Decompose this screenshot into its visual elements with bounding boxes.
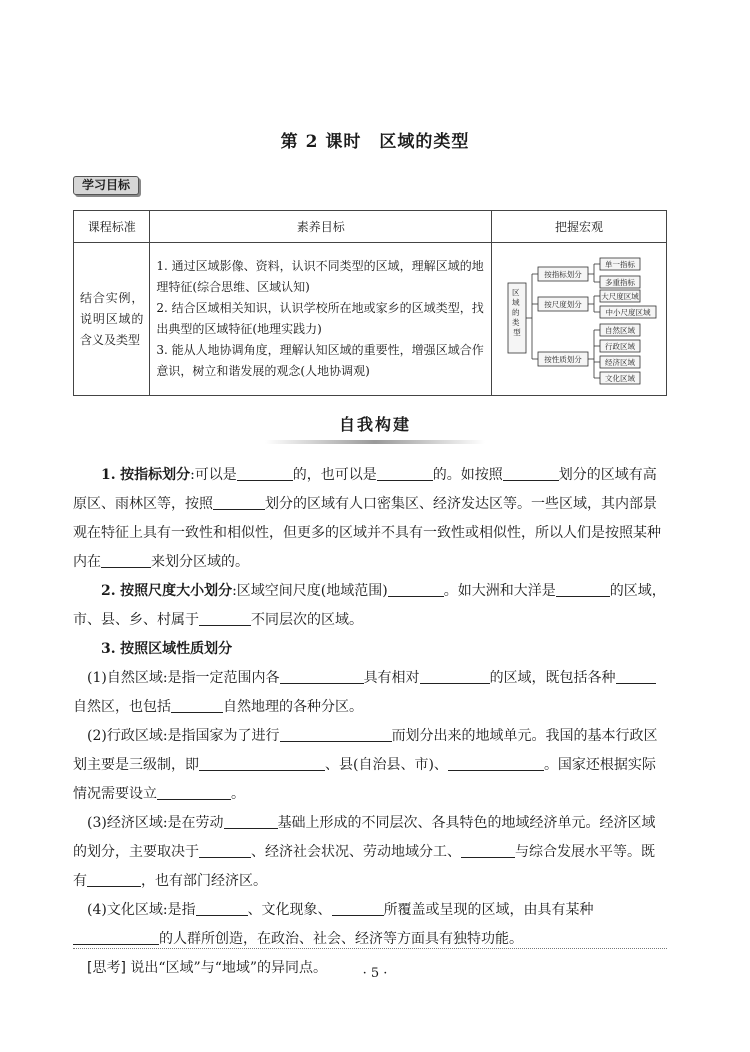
lesson-topic: 区域的类型: [379, 132, 470, 152]
paragraph-3: 3. 按照区域性质划分: [101, 641, 233, 657]
literacy-item: 1. 通过区域影像、资料，认识不同类型的区域，理解区域的地理特征(综合思维、区域认知): [156, 259, 484, 294]
literacy-goals: [150, 243, 492, 396]
root-label: 区 域 的 类 型: [512, 288, 521, 337]
branch-label: 按指标划分: [544, 270, 582, 279]
paragraph-1: 1. 按指标划分:可以是 的，也可以是 的。如按照 划分的区域有高原区、雨林区等，按照 划分的区域有人口密集区、经济发达区等。一些区域，其内部景观在特征上具有一致性和相似性，但更多的区域并不具有一致性或相似性，所以人们是按照某种内在 来划分区域的。: [73, 461, 667, 577]
leaf-label: 多重指标: [604, 278, 635, 287]
fill-blank[interactable]: [280, 667, 364, 684]
leaf-label: 大尺度区域: [601, 292, 639, 301]
leaf-label: 单一指标: [604, 260, 635, 269]
section-title-text: 自我构建: [338, 415, 411, 434]
macro-diagram-cell: [491, 243, 666, 396]
fill-blank[interactable]: [461, 841, 515, 858]
fill-blank[interactable]: [101, 551, 151, 568]
literacy-item: 3. 能从人地协调角度，理解认知区域的重要性，增强区域合作意识，树立和谐发展的观念(人地协调观): [156, 343, 484, 378]
fill-blank[interactable]: [237, 464, 293, 481]
course-standard: 结合实例，说明区域的含义及类型: [74, 243, 150, 396]
exercise-body: [73, 461, 667, 983]
lesson-title: [0, 127, 750, 152]
fill-blank[interactable]: [224, 812, 278, 829]
page-number: · 5 ·: [362, 966, 388, 981]
section-heading: [225, 410, 525, 444]
fill-blank[interactable]: [377, 464, 433, 481]
paragraph-3-3: (3)经济区域:是在劳动 基础上形成的不同层次、各具特色的地域经济单元。经济区域的划分，主要取决于 、经济社会状况、劳动地域分工、 与综合发展水平等。既有 ，也有部门经济区。: [73, 809, 667, 896]
paragraph-3-4: (4)文化区域:是指 、文化现象、 所覆盖或呈现的区域，由具有某种的人群所创造，在政治、社会、经济等方面具有独特功能。: [73, 896, 667, 954]
leaf-label: 行政区域: [604, 342, 635, 351]
literacy-item: 2. 结合区域相关知识，认识学校所在地或家乡的区域类型，找出典型的区域特征(地理实践力): [156, 301, 484, 336]
leaf-label: 文化区域: [604, 374, 635, 383]
fill-blank[interactable]: [420, 667, 490, 684]
learning-goals-tag: 学习目标: [73, 176, 139, 195]
fill-blank[interactable]: [199, 754, 325, 771]
fill-blank[interactable]: [199, 841, 251, 858]
fill-blank[interactable]: [616, 667, 656, 684]
think-tag: [思考]: [87, 960, 126, 976]
concept-tree-diagram: [492, 249, 666, 389]
paragraph-2: 2. 按照尺度大小划分:区域空间尺度(地域范围) 。如大洲和大洋是 的区域，市、县、乡、村属于 不同层次的区域。: [73, 577, 667, 635]
fill-blank[interactable]: [556, 580, 610, 597]
header-standard: 课程标准: [74, 211, 150, 243]
fill-blank[interactable]: [199, 609, 251, 626]
fill-blank[interactable]: [332, 899, 384, 916]
paragraph-3-1: (1)自然区域:是指一定范围内各 具有相对 的区域，既包括各种自然区，也包括 自然地理的各种分区。: [73, 664, 667, 722]
think-text: 说出“区域”与“地域”的异同点。: [130, 960, 328, 976]
goals-table: [73, 210, 667, 396]
fill-blank[interactable]: [157, 783, 231, 800]
fill-blank[interactable]: [280, 725, 392, 742]
fill-blank[interactable]: [87, 870, 141, 887]
lesson-number: 第 2 课时: [280, 132, 362, 152]
paragraph-3-2: (2)行政区域:是指国家为了进行 而划分出来的地域单元。我国的基本行政区划主要是三级制，即 、县(自治县、市)、 。国家还根据实际情况需要设立 。: [73, 722, 667, 809]
fill-blank[interactable]: [73, 928, 159, 945]
section-underline: [265, 440, 485, 444]
leaf-label: 自然区域: [604, 326, 635, 335]
fill-blank[interactable]: [448, 754, 544, 771]
dotted-divider: [73, 948, 667, 949]
branch-label: 按尺度划分: [544, 300, 582, 309]
fill-blank[interactable]: [503, 464, 559, 481]
fill-blank[interactable]: [196, 899, 248, 916]
fill-blank[interactable]: [213, 493, 265, 510]
branch-label: 按性质划分: [544, 355, 582, 364]
fill-blank[interactable]: [171, 696, 223, 713]
leaf-label: 中小尺度区域: [605, 308, 651, 317]
header-literacy: 素养目标: [150, 211, 492, 243]
fill-blank[interactable]: [388, 580, 444, 597]
header-macro: 把握宏观: [491, 211, 666, 243]
leaf-label: 经济区域: [604, 358, 635, 367]
